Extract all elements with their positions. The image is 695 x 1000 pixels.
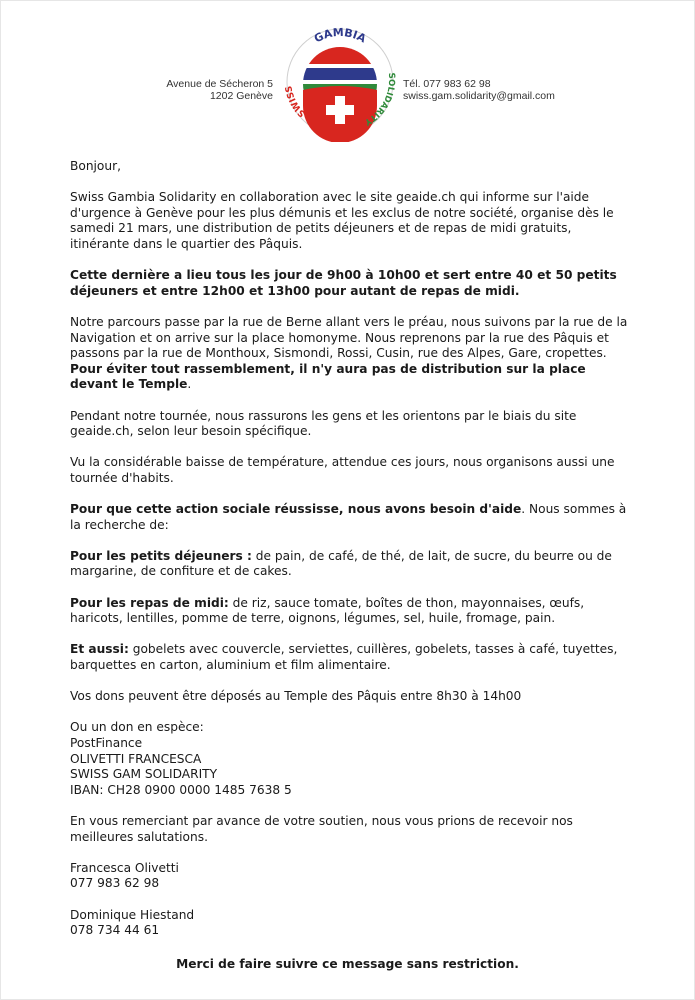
breakfast-label: Pour les petits déjeuners : <box>70 548 252 563</box>
signer-2-name: Dominique Hiestand <box>70 907 195 922</box>
tour-paragraph: Pendant notre tournée, nous rassurons les gens et les orientons par le biais du site geaide.ch, selon leur besoin spécifique. <box>70 408 577 439</box>
lunch-items: de riz, sauce tomate, boîtes de thon, mayonnaises, œufs, haricots, lentilles, pomme de terre, oignons, légumes, sel, huile, fromage, pain. <box>70 595 585 626</box>
greeting: Bonjour, <box>70 159 121 173</box>
also-paragraph <box>70 642 630 673</box>
logo-swiss-text: SWISS <box>284 84 308 119</box>
breakfast-items: de pain, de café, de thé, de lait, de sucre, du beurre ou de margarine, de confiture et de cakes. <box>70 548 612 579</box>
account-org: SWISS GAM SOLIDARITY <box>70 767 218 782</box>
contact-phone: Tél. 077 983 62 98 <box>403 78 491 90</box>
help-paragraph <box>70 502 630 533</box>
breakfast-paragraph <box>70 549 630 580</box>
logo-solidarity-text: SOLIDARITY <box>362 72 397 127</box>
cash-donation-block <box>70 720 630 798</box>
route-end: . <box>187 377 192 392</box>
help-rest: . Nous sommes à la recherche de: <box>70 502 627 532</box>
schedule-paragraph: Cette dernière a lieu tous les jour de 9h00 à 10h00 et sert entre 40 et 50 petits déjeuners et entre 12h00 et 13h00 pour autant de repas de midi. <box>70 268 617 298</box>
logo-gambia-text: GAMBIA <box>311 25 369 46</box>
signer-1-phone: 077 983 62 98 <box>70 876 160 891</box>
route-paragraph <box>70 315 630 393</box>
lunch-paragraph <box>70 596 630 627</box>
help-request: Pour que cette action sociale réussisse, nous avons besoin d'aide <box>70 502 522 517</box>
address-street: Avenue de Sécheron 5 <box>166 78 273 90</box>
bank-name: PostFinance <box>70 735 143 750</box>
closing-message: Merci de faire suivre ce message sans restriction. <box>176 957 519 971</box>
cash-intro: Ou un don en espèce: <box>70 720 204 735</box>
also-items: gobelets avec couvercle, serviettes, cuillères, gobelets, tasses à café, tuyettes, barquettes en carton, aluminium et film alimentaire. <box>70 642 618 672</box>
letter-body <box>70 159 630 954</box>
swiss-gambia-solidarity-logo <box>283 16 397 142</box>
signer-2 <box>70 908 630 939</box>
signer-2-phone: 078 734 44 61 <box>70 923 160 938</box>
postal-address <box>166 78 273 102</box>
signer-1-name: Francesca Olivetti <box>70 860 179 875</box>
also-label: Et aussi: <box>70 642 129 657</box>
donation-drop-paragraph: Vos dons peuvent être déposés au Temple des Pâquis entre 8h30 à 14h00 <box>70 689 522 704</box>
contact-info <box>403 78 555 102</box>
clothes-paragraph: Vu la considérable baisse de température, attendue ces jours, nous organisons aussi une tournée d'habits. <box>70 455 615 485</box>
account-holder: OLIVETTI FRANCESCA <box>70 751 202 766</box>
route-text: Notre parcours passe par la rue de Berne allant vers le préau, nous suivons par la rue de la Navigation et on arrive sur la place homonyme. Nous reprenons par la rue des Pâquis et passons par la rue de Monthoux, Sismondi, Rossi, Cusin, rue des Alpes, Gare, cropettes. <box>70 314 628 361</box>
intro-paragraph: Swiss Gambia Solidarity en collaboration avec le site geaide.ch qui informe sur l'aide d'urgence à Genève pour les plus démunis et les exclus de notre société, organise dès le samedi 21 mars, une distribution de petits déjeuners et de repas de midi gratuits, itinérante dans le quartier des Pâquis. <box>70 190 614 251</box>
no-gathering-notice: Pour éviter tout rassemblement, il n'y aura pas de distribution sur la place devant le Temple <box>70 361 586 392</box>
signer-1 <box>70 861 630 892</box>
iban: IBAN: CH28 0900 0000 1485 7638 5 <box>70 782 292 797</box>
contact-email[interactable]: swiss.gam.solidarity@gmail.com <box>403 90 555 102</box>
thanks-paragraph: En vous remerciant par avance de votre soutien, nous vous prions de recevoir nos meilleures salutations. <box>70 813 573 844</box>
lunch-label: Pour les repas de midi: <box>70 595 229 610</box>
address-city: 1202 Genève <box>209 90 273 102</box>
